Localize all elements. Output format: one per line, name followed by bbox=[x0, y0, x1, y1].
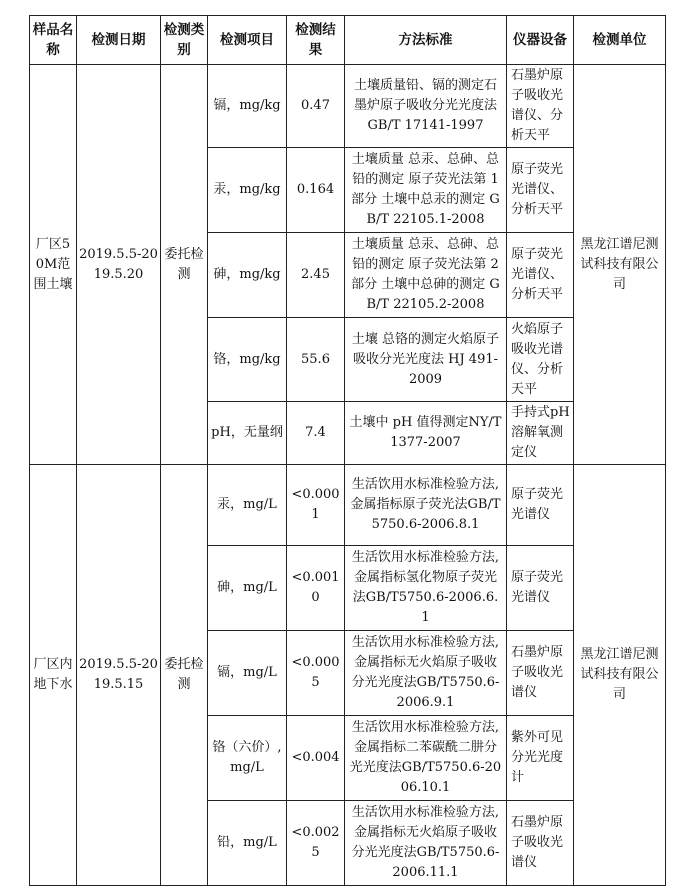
test-result: <0.0025 bbox=[287, 801, 345, 886]
test-result: 2.45 bbox=[287, 233, 345, 318]
test-instrument: 手持式pH 溶解氧测定仪 bbox=[507, 402, 574, 465]
sample-name: 厂区50M范围土壤 bbox=[30, 65, 77, 465]
test-date: 2019.5.5-2019.5.15 bbox=[77, 465, 161, 886]
test-instrument: 火焰原子吸收光谱仪、分析天平 bbox=[507, 318, 574, 402]
test-method: 土壤中 pH 值得测定NY/T 1377-2007 bbox=[345, 402, 507, 465]
test-unit: 黑龙江谱尼测试科技有限公司 bbox=[574, 465, 666, 886]
test-method: 土壤 总铬的测定火焰原子吸收分光光度法 HJ 491-2009 bbox=[345, 318, 507, 402]
header-result: 检测结果 bbox=[287, 16, 345, 65]
header-instrument: 仪器设备 bbox=[507, 16, 574, 65]
test-unit: 黑龙江谱尼测试科技有限公司 bbox=[574, 65, 666, 465]
test-result: 0.47 bbox=[287, 65, 345, 148]
test-instrument: 紫外可见分光光度计 bbox=[507, 716, 574, 801]
test-result: 0.164 bbox=[287, 148, 345, 233]
test-result: <0.004 bbox=[287, 716, 345, 801]
test-item: 铬（六价）,mg/L bbox=[208, 716, 287, 801]
test-item: 汞，mg/L bbox=[208, 465, 287, 546]
test-result: <0.0005 bbox=[287, 631, 345, 716]
test-method: 生活饮用水标准检验方法,金属指标无火焰原子吸收分光光度法GB/T5750.6-2006.11.1 bbox=[345, 801, 507, 886]
test-item: 镉，mg/kg bbox=[208, 65, 287, 148]
test-item: 砷，mg/kg bbox=[208, 233, 287, 318]
test-method: 生活饮用水标准检验方法,金属指标氢化物原子荧光法GB/T5750.6-2006.6.1 bbox=[345, 546, 507, 631]
test-result: <0.0010 bbox=[287, 546, 345, 631]
test-item: 汞，mg/kg bbox=[208, 148, 287, 233]
test-category: 委托检测 bbox=[161, 465, 208, 886]
test-method: 生活饮用水标准检验方法,金属指标二苯碳酰二肼分光光度法GB/T5750.6-2006.10.1 bbox=[345, 716, 507, 801]
test-method: 生活饮用水标准检验方法,金属指标无火焰原子吸收分光光度法GB/T5750.6-2006.9.1 bbox=[345, 631, 507, 716]
test-method: 土壤质量 总汞、总砷、总铅的测定 原子荧光法第 2部分 土壤中总砷的测定 GB/T 22105.2-2008 bbox=[345, 233, 507, 318]
header-date: 检测日期 bbox=[77, 16, 161, 65]
test-item: 砷，mg/L bbox=[208, 546, 287, 631]
test-instrument: 原子荧光光谱仪、分析天平 bbox=[507, 148, 574, 233]
test-result: <0.0001 bbox=[287, 465, 345, 546]
test-result: 55.6 bbox=[287, 318, 345, 402]
header-sample: 样品名称 bbox=[30, 16, 77, 65]
test-instrument: 石墨炉原子吸收光谱仪、分析天平 bbox=[507, 65, 574, 148]
header-item: 检测项目 bbox=[208, 16, 287, 65]
test-instrument: 原子荧光光谱仪 bbox=[507, 546, 574, 631]
test-instrument: 原子荧光光谱仪、分析天平 bbox=[507, 233, 574, 318]
test-item: 铅，mg/L bbox=[208, 801, 287, 886]
table-row bbox=[30, 65, 666, 148]
sample-name: 厂区内地下水 bbox=[30, 465, 77, 886]
header-unit: 检测单位 bbox=[574, 16, 666, 65]
test-instrument: 石墨炉原子吸收光谱仪 bbox=[507, 801, 574, 886]
table-row bbox=[30, 465, 666, 546]
test-item: pH，无量纲 bbox=[208, 402, 287, 465]
test-item: 铬，mg/kg bbox=[208, 318, 287, 402]
test-instrument: 原子荧光光谱仪 bbox=[507, 465, 574, 546]
test-result: 7.4 bbox=[287, 402, 345, 465]
test-method: 土壤质量铅、镉的测定石墨炉原子吸收分光光度法 GB/T 17141-1997 bbox=[345, 65, 507, 148]
test-method: 土壤质量 总汞、总砷、总铅的测定 原子荧光法第 1部分 土壤中总汞的测定 GB/T 22105.1-2008 bbox=[345, 148, 507, 233]
test-item: 镉，mg/L bbox=[208, 631, 287, 716]
test-date: 2019.5.5-2019.5.20 bbox=[77, 65, 161, 465]
test-results-table bbox=[29, 15, 666, 886]
header-method: 方法标准 bbox=[345, 16, 507, 65]
test-category: 委托检测 bbox=[161, 65, 208, 465]
header-category: 检测类别 bbox=[161, 16, 208, 65]
header-row bbox=[30, 16, 666, 65]
test-method: 生活饮用水标准检验方法,金属指标原子荧光法GB/T5750.6-2006.8.1 bbox=[345, 465, 507, 546]
test-instrument: 石墨炉原子吸收光谱仪 bbox=[507, 631, 574, 716]
